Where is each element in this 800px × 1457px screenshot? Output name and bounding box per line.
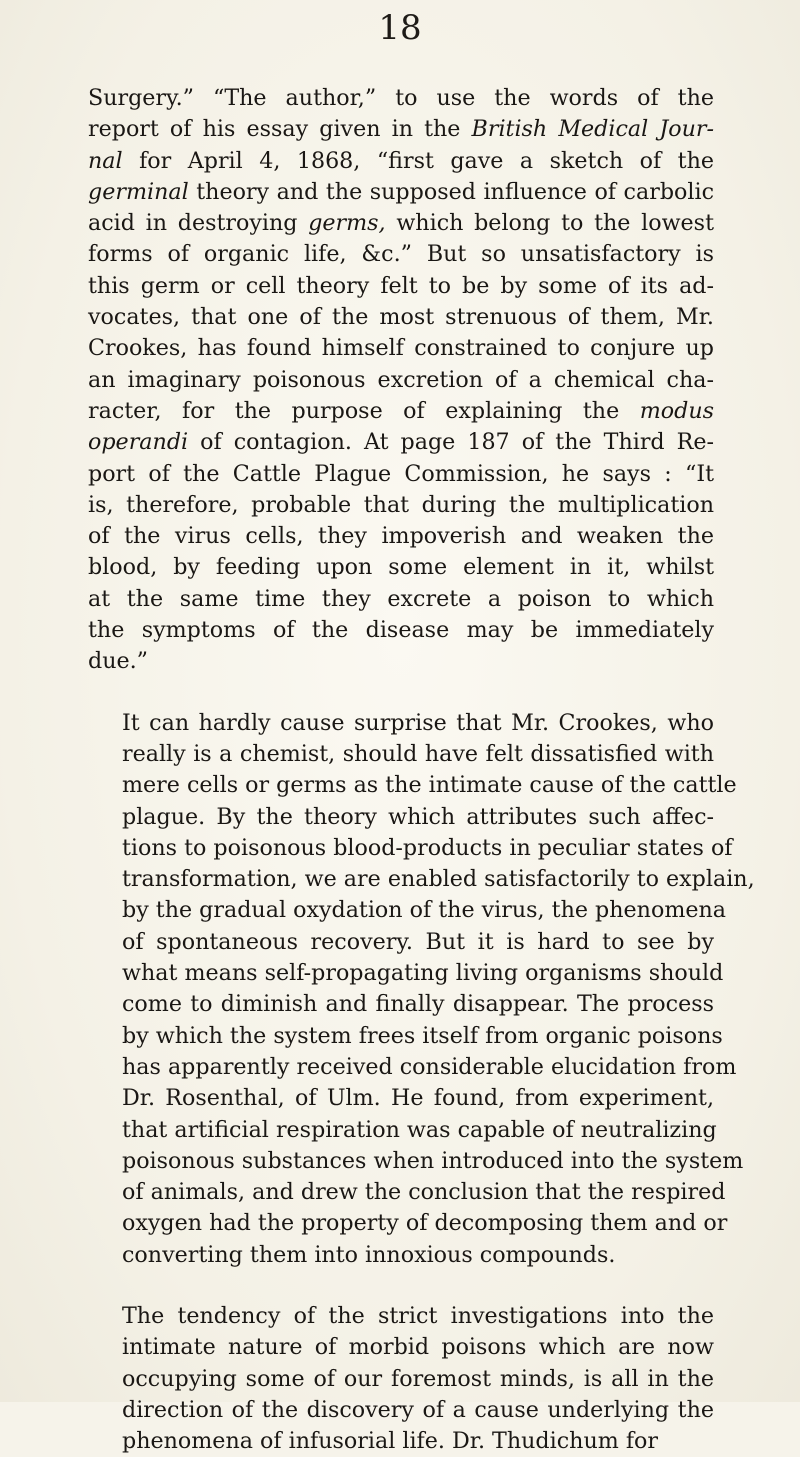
text-line: Crookes, has found himself constrained to conjure up [88, 335, 714, 362]
text-line: transformation, we are enabled satisfactorily to explain, [122, 866, 755, 893]
text-line: of animals, and drew the conclusion that the respired [122, 1179, 726, 1206]
text-line: is, therefore, probable that during the multiplication [88, 491, 714, 518]
body-text [88, 83, 755, 1457]
text-line: It can hardly cause surprise that Mr. Crookes, who [122, 709, 714, 736]
text-line: Surgery.” “The author,” to use the words of the [88, 85, 714, 111]
text-line: the symptoms of the disease may be immediately [88, 617, 714, 644]
text-line: blood, by feeding upon some element in it, whilst [88, 554, 714, 581]
text-line: that artificial respiration was capable of neutralizing [122, 1116, 717, 1143]
text-line: vocates, that one of the most strenuous of them, Mr. [88, 304, 714, 331]
text-line: tions to poisonous blood-products in peculiar states of [122, 834, 733, 861]
text-line: port of the Cattle Plague Commission, he says : “It [88, 460, 714, 487]
italic-term: germinal [88, 178, 189, 205]
text-line: an imaginary poisonous excretion of a chemical cha- [88, 366, 714, 393]
text-line: The tendency of the strict investigations into the [122, 1302, 714, 1329]
text-line: germinal theory and the supposed influence of carbolic [88, 178, 714, 205]
text-line: really is a chemist, should have felt dissatisfied with [122, 740, 714, 767]
page-number: 18 [378, 8, 422, 48]
italic-term: British Medical Jour- [471, 116, 714, 143]
text-line: report of his essay given in the British Medical Jour- [88, 116, 714, 143]
text-line: by the gradual oxydation of the virus, the phenomena [122, 897, 727, 924]
text-line: at the same time they excrete a poison to which [88, 585, 714, 612]
text-line: oxygen had the property of decomposing them and or [122, 1210, 728, 1237]
text-line: forms of organic life, &c.” But so unsatisfactory is [88, 241, 714, 268]
text-line: of the virus cells, they impoverish and weaken the [88, 523, 714, 550]
text-line: come to diminish and finally disappear. The process [122, 991, 714, 1018]
text-line: of spontaneous recovery. But it is hard to see by [122, 928, 714, 955]
text-line: nal for April 4, 1868, “first gave a sketch of the [88, 147, 714, 174]
italic-term: germs, [308, 210, 386, 237]
text-line: what means self-propagating living organisms should [122, 960, 724, 987]
paragraph-3 [88, 1301, 714, 1457]
text-line: operandi of contagion. At page 187 of the Third Re- [88, 429, 714, 456]
text-line: Dr. Rosenthal, of Ulm. He found, from experiment, [122, 1085, 714, 1112]
text-line: occupying some of our foremost minds, is all in the [122, 1365, 714, 1392]
paragraph-2 [88, 708, 755, 1271]
text-line: plague. By the theory which attributes such affec- [122, 803, 714, 830]
italic-term: operandi [88, 429, 189, 456]
text-line: direction of the discovery of a cause underlying the [122, 1396, 714, 1423]
paragraph-1 [88, 83, 714, 678]
italic-term: modus [639, 397, 714, 424]
text-line: intimate nature of morbid poisons which are now [122, 1334, 714, 1361]
text-line: racter, for the purpose of explaining the modus [88, 397, 714, 424]
text-line: has apparently received considerable elucidation from [122, 1053, 737, 1080]
text-line: phenomena of infusorial life. Dr. Thudichum for [122, 1428, 658, 1455]
text-line: this germ or cell theory felt to be by some of its ad- [88, 272, 714, 299]
text-line: mere cells or germs as the intimate cause of the cattle [122, 772, 737, 799]
text-line: acid in destroying germs, which belong to the lowest [88, 210, 714, 237]
text-line: poisonous substances when introduced into the system [122, 1147, 744, 1174]
text-line: due.” [88, 648, 149, 675]
text-line: by which the system frees itself from organic poisons [122, 1022, 723, 1049]
text-line: converting them into innoxious compounds. [122, 1241, 616, 1268]
italic-term: nal [88, 147, 123, 174]
